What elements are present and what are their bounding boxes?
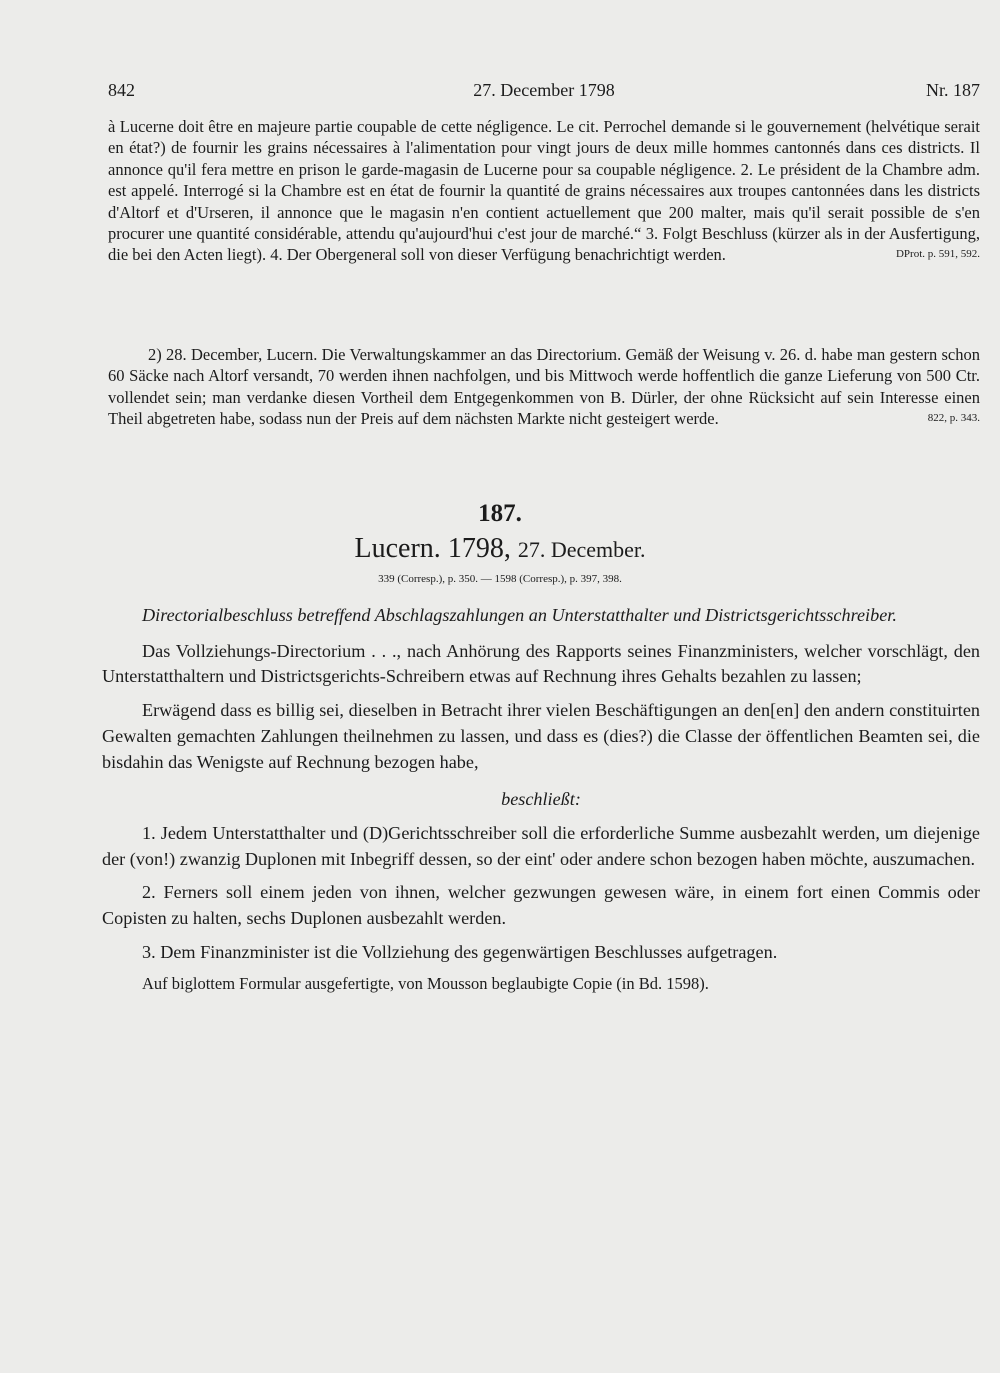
decree-paragraph-1: Das Vollziehungs-Directorium . . ., nach Anhörung des Rapports seines Finanzministers, welcher vorschlägt, den Unterstatthaltern und Districtsgerichts-Schreibern etwas auf Rechnung ihres Gehalts bezahlen zu lassen; (102, 640, 980, 687)
decree-title: Directorialbeschluss betreffend Abschlagszahlungen an Unterstatthalter und Districtsgerichtsschreiber. (142, 605, 897, 625)
entry-sources: 339 (Corresp.), p. 350. — 1598 (Corresp.), p. 397, 398. (378, 573, 622, 585)
entry-year: 1798, (447, 533, 511, 564)
decree-resolves: beschließt: (501, 789, 581, 810)
entry-place-date (0, 533, 1000, 565)
entry-number: 187. (478, 500, 522, 527)
note-2-text: 2) 28. December, Lucern. Die Verwaltungskammer an das Directorium. Gemäß der Weisung v. 26. d. habe man gestern schon 60 Säcke nach Altorf versandt, 70 werden ihnen nachfolgen, und bis Mittwoch werde hoffentlich die ganze Lieferung von 500 Ctr. vollendet sein; man verdanke diesen Vortheil dem Entgegenkommen von B. Dürler, der ohne Rücksicht auf sein Interesse einen Theil abgetreten habe, sodass nun der Preis auf dem nächsten Markte nicht gesteigert werde. 822, p. 343. (108, 345, 980, 429)
entry-place: Lucern. (354, 533, 441, 564)
header-entry-number: Nr. 187 (926, 80, 980, 100)
decree-item-3: 3. Dem Finanzminister ist die Vollziehung des gegenwärtigen Beschlusses aufgetragen. (142, 941, 778, 962)
page-header (108, 80, 980, 106)
continued-note (108, 116, 980, 266)
note-2-reference: 822, p. 343. (927, 412, 980, 425)
page-number: 842 (108, 80, 135, 100)
entry-day: 27. December. (517, 537, 646, 562)
continued-note-text: à Lucerne doit être en majeure partie coupable de cette négligence. Le cit. Perrochel demande si le gouvernement (helvétique serait en état?) de fournir les grains nécessaires à l'alimentation pour vingt jours de deux mille hommes cantonnés dans ces districts. Il annonce qu'il fera mettre en prison le garde-magasin de Lucerne pour sa coupable négligence. 2. Le président de la Chambre adm. est appelé. Interrogé si la Chambre est en état de fournir la quantité de grains nécessaires aux troupes cantonnées dans les districts d'Altorf et d'Urseren, il annonce que le magasin n'en contient actuellement que 200 malter, mais qu'il serait possible de s'en procurer une quantité considérable, attendu qu'aujourd'hui c'est jour de marché.“ 3. Folgt Beschluss (kürzer als in der Ausfertigung, die bei den Acten liegt). 4. Der Obergeneral soll von dieser Verfügung benachrichtigt werden. DProt. p. 591, 592. (108, 117, 980, 265)
header-date: 27. December 1798 (473, 80, 615, 100)
decree (102, 603, 980, 1003)
protocol-reference: DProt. p. 591, 592. (895, 248, 980, 261)
decree-item-1: 1. Jedem Unterstatthalter und (D)Gerichtsschreiber soll die erforderliche Summe ausbezahlt werden, um diejenige der (von!) zwanzig Duplonen mit Inbegriff dessen, so der eint' oder andere schon bezogen haben möchte, auszumachen. (102, 822, 980, 869)
decree-item-2: 2. Ferners soll einem jeden von ihnen, welcher gezwungen gewesen wäre, in einem fort einen Commis oder Copisten zu halten, sechs Duplonen ausbezahlt werden. (102, 882, 980, 929)
note-2 (108, 344, 980, 430)
decree-paragraph-2: Erwägend dass es billig sei, dieselben in Betracht ihrer vielen Beschäftigungen an den[en] den andern constituirten Gewalten gemachten Zahlungen theilnehmen zu lassen, und dass es (dies?) die Classe der öffentlichen Beamten sei, die bisdahin das Wenigste auf Rechnung bezogen habe, (102, 700, 980, 772)
decree-footnote: Auf biglottem Formular ausgefertigte, von Mousson beglaubigte Copie (in Bd. 1598). (142, 974, 709, 994)
